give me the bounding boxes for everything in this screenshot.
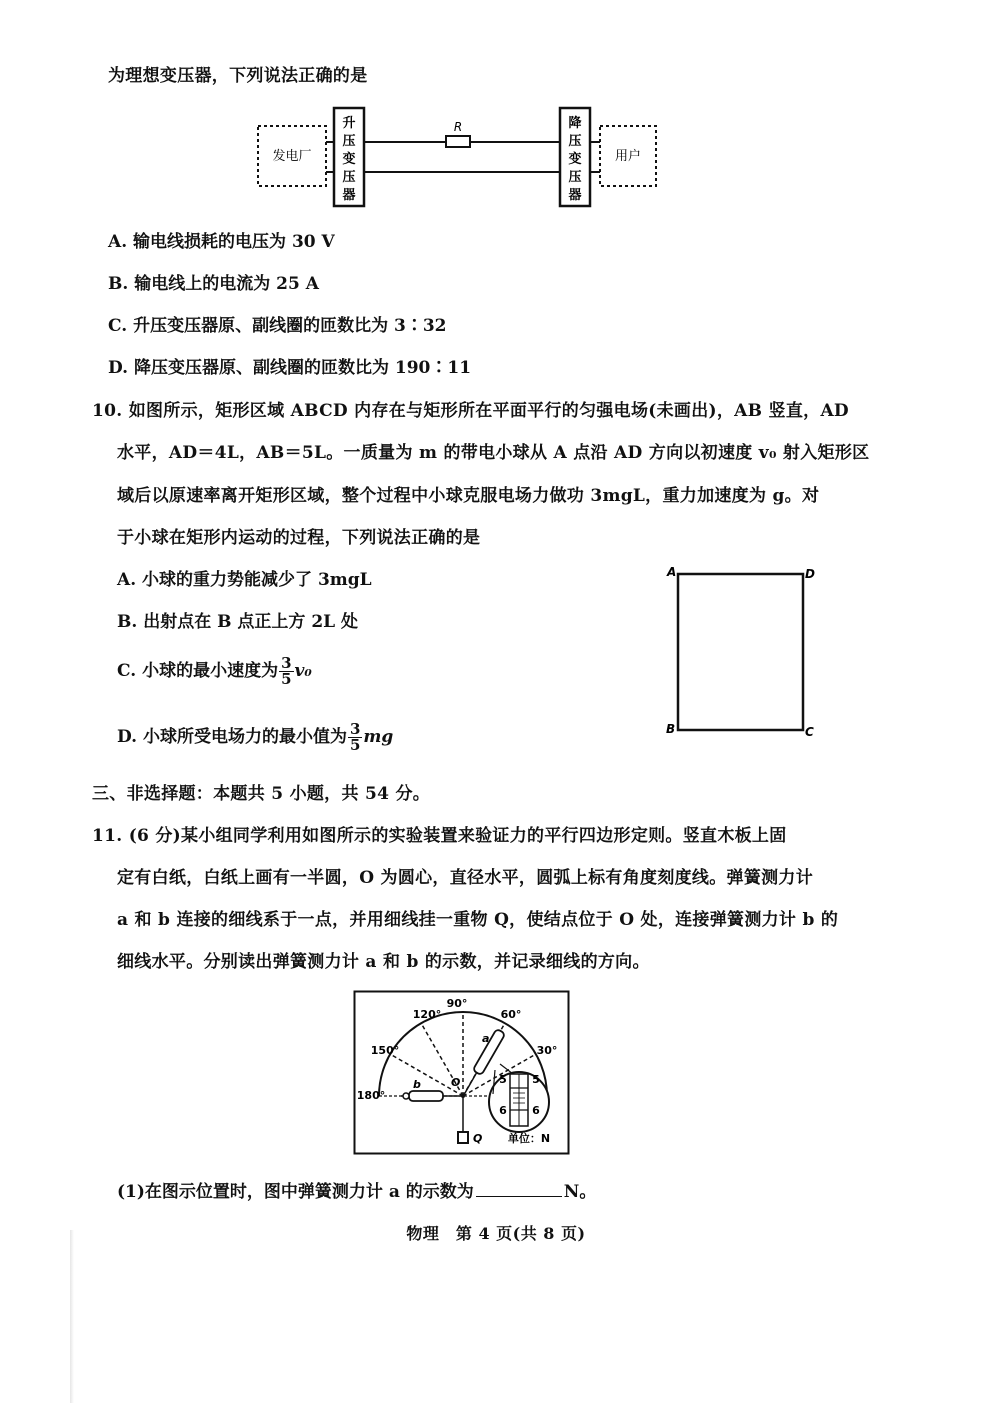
label-b: B: [666, 722, 676, 736]
q10-option-c-text: C. 小球的最小速度为: [117, 661, 279, 681]
svg-text:升: 升: [342, 116, 356, 131]
q9-option-b: B. 输电线上的电流为 25 A: [108, 274, 319, 294]
fraction-three-fifths: $\frac{3}{5}$: [281, 654, 292, 688]
q11-sub-1-unit: N。: [563, 1182, 597, 1202]
user-label: 用户: [614, 149, 642, 164]
q9-option-a: A. 输电线损耗的电压为 30 V: [108, 232, 335, 252]
svg-text:5: 5: [532, 1073, 540, 1086]
angle-60: 60°: [500, 1008, 522, 1021]
resistor-label: R: [453, 120, 463, 134]
q11-sub-1: [117, 1178, 596, 1204]
rectangle-abcd: [678, 574, 803, 730]
q10-stem-line-3: 域后以原速率离开矩形区域，整个过程中小球克服电场力做功 3mgL，重力加速度为 g。对: [117, 486, 820, 506]
svg-text:变: 变: [342, 152, 356, 167]
svg-text:变: 变: [568, 152, 582, 167]
unit-label: 单位：N: [507, 1132, 551, 1145]
resistor-r: [446, 136, 470, 147]
angle-90: 90°: [446, 997, 468, 1010]
svg-text:5: 5: [499, 1073, 507, 1086]
svg-text:降: 降: [568, 116, 582, 131]
weight-q: [458, 1132, 468, 1143]
rectangle-abcd-figure: [660, 560, 820, 750]
svg-text:压: 压: [342, 134, 356, 149]
label-a: A: [667, 565, 677, 579]
q11-stem-line-4: 细线水平。分别读出弹簧测力计 a 和 b 的示数，并记录细线的方向。: [117, 952, 650, 972]
label-c: C: [805, 725, 814, 739]
scan-edge: [70, 1230, 74, 1403]
q11-sub-1-text: (1)在图示位置时，图中弹簧测力计 a 的示数为: [117, 1182, 474, 1202]
answer-blank[interactable]: [476, 1178, 562, 1197]
label-d: D: [805, 567, 815, 581]
generator-label: 发电厂: [272, 149, 312, 164]
q11-stem-line-2: 定有白纸，白纸上画有一半圆，O 为圆心，直径水平，圆弧上标有角度刻度线。弹簧测力计: [117, 868, 814, 888]
label-scale-a: a: [482, 1032, 490, 1045]
svg-text:压: 压: [568, 134, 582, 149]
q11-stem-line-3: a 和 b 连接的细线系于一点，并用细线挂一重物 Q，使结点位于 O 处，连接弹簧测力计 b 的: [117, 910, 839, 930]
svg-text:器: 器: [342, 188, 356, 203]
q11-stem-line-1: 11. (6 分)某小组同学利用如图所示的实验装置来验证力的平行四边形定则。竖直木板上固: [92, 826, 787, 846]
angle-30: 30°: [536, 1044, 558, 1057]
q10-stem-line-4: 于小球在矩形内运动的过程，下列说法正确的是: [117, 528, 481, 548]
angle-150: 150°: [370, 1044, 400, 1057]
angle-120: 120°: [412, 1008, 442, 1021]
q10-option-d-text: D. 小球所受电场力的最小值为: [117, 727, 347, 747]
svg-text:压: 压: [342, 170, 356, 185]
svg-text:6: 6: [532, 1104, 540, 1117]
force-experiment-figure: [353, 990, 573, 1156]
label-o: O: [451, 1076, 461, 1089]
transmission-diagram: [250, 100, 670, 212]
q9-option-c: C. 升压变压器原、副线圈的匝数比为 3∶32: [108, 316, 447, 336]
svg-text:器: 器: [568, 188, 582, 203]
q9-option-d: D. 降压变压器原、副线圈的匝数比为 190∶11: [108, 358, 472, 378]
fraction-three-fifths: $\frac{3}{5}$: [349, 720, 361, 754]
q10-stem-line-2: 水平，AD＝4L，AB＝5L。一质量为 m 的带电小球从 A 点沿 AD 方向以初速度 v₀ 射入矩形区: [117, 443, 870, 463]
svg-text:6: 6: [499, 1104, 507, 1117]
label-scale-b: b: [413, 1078, 421, 1091]
q10-option-d: D. 小球所受电场力的最小值为 $\frac{3}{5}$ mg: [117, 720, 394, 754]
page-footer: 物理 第 4 页(共 8 页): [406, 1224, 586, 1243]
q10-stem-line-1: 10. 如图所示，矩形区域 ABCD 内存在与矩形所在平面平行的匀强电场(未画出)，AB 竖直，AD: [92, 401, 849, 421]
svg-text:压: 压: [568, 170, 582, 185]
q10-option-a: A. 小球的重力势能减少了 3mgL: [117, 570, 372, 590]
q9-stem-tail: 为理想变压器，下列说法正确的是: [108, 66, 368, 86]
angle-180: 180°: [356, 1089, 386, 1102]
spring-scale-b: [409, 1091, 443, 1101]
q10-option-c: C. 小球的最小速度为 $\frac{3}{5}$ v₀: [117, 654, 312, 688]
q10-option-b: B. 出射点在 B 点正上方 2L 处: [117, 612, 359, 632]
section-3-heading: 三、非选择题：本题共 5 小题，共 54 分。: [92, 784, 431, 804]
label-q: Q: [473, 1132, 483, 1145]
